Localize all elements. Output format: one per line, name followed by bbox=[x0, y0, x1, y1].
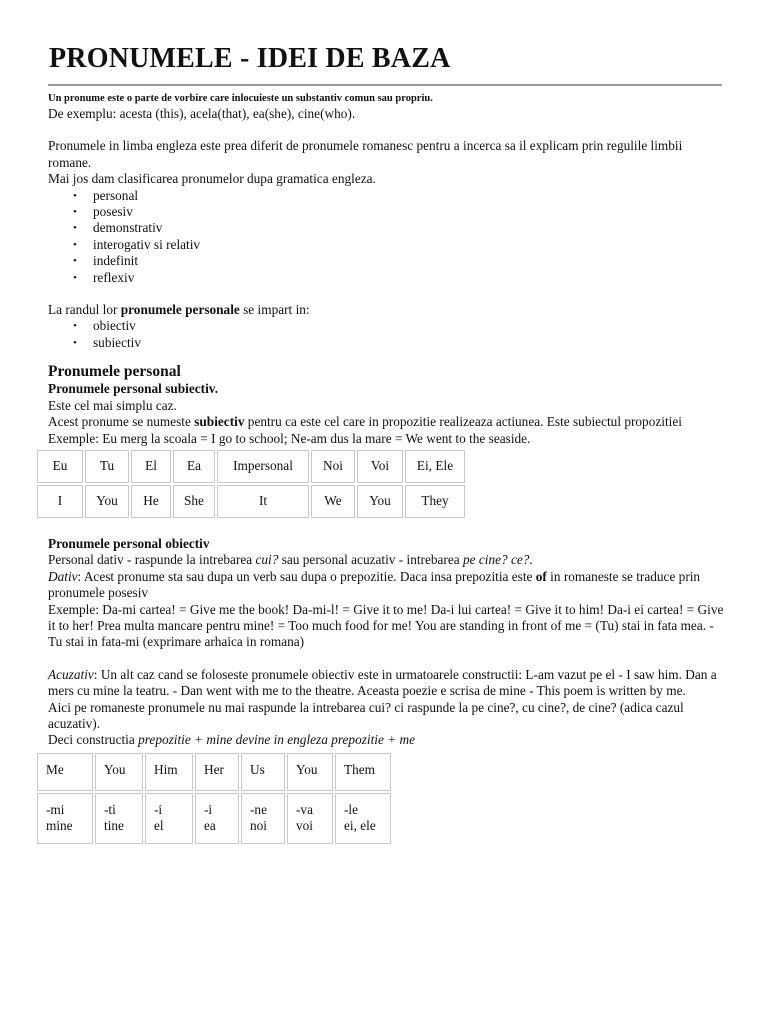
construction-line bbox=[48, 732, 724, 748]
cell-line: -va bbox=[296, 801, 313, 817]
object-pronoun-table bbox=[35, 751, 393, 846]
text-run: La randul lor bbox=[48, 302, 121, 318]
text-run: Acest pronume se numeste bbox=[48, 414, 195, 430]
table-cell: Noi bbox=[311, 450, 355, 483]
cell-line: -i bbox=[204, 801, 213, 817]
cell-line: mine bbox=[46, 818, 73, 834]
table-cell: Ea bbox=[173, 450, 215, 483]
italic-term: Dativ bbox=[48, 568, 78, 584]
table-cell: Us bbox=[241, 753, 285, 791]
subject-pronoun-table bbox=[35, 448, 467, 520]
table-row bbox=[37, 485, 465, 518]
table-cell: It bbox=[217, 485, 309, 518]
cell-line: -ne bbox=[250, 801, 267, 817]
table-cell: You bbox=[95, 753, 143, 791]
document-page bbox=[48, 40, 724, 846]
list-item: • indefinit bbox=[93, 253, 724, 269]
dativ-examples: Exemple: Da-mi cartea! = Give me the book! Da-mi-l! = Give it to me! Da-i lui cartea! = Give it to him! Da-i ei cartea! = Give it to her! Prea multa mancare pentru mine! = Too much food for me! You are standing in front of me = (Tu) stai in fata mea. - Tu stai in fata-mi (exprimare arhaica in romana) bbox=[48, 601, 724, 650]
table-cell: Voi bbox=[357, 450, 403, 483]
cell-line: -le bbox=[344, 801, 359, 817]
intro-example: De exemplu: acesta (this), acela(that), ea(she), cine(who). bbox=[48, 106, 356, 121]
list-item: • personal bbox=[93, 188, 724, 204]
dativ-paragraph bbox=[48, 569, 724, 602]
cell-line: el bbox=[154, 818, 164, 834]
text-run: : Un alt caz cand se foloseste pronumele obiectiv este in urmatoarele constructii: L-am vazut pe el - I saw him. Dan a mers cu mine la teatru. - Dan went with me to the theatre. Aceasta poezie e scrisa de mine - This poem is written by me. bbox=[48, 666, 717, 699]
table-cell bbox=[241, 793, 285, 844]
table-cell: Tu bbox=[85, 450, 129, 483]
table-cell: Them bbox=[335, 753, 391, 791]
table-row bbox=[37, 793, 391, 844]
table-cell: I bbox=[37, 485, 83, 518]
cell-line: ei, ele bbox=[344, 818, 376, 834]
cell-line: voi bbox=[296, 818, 313, 834]
spacer bbox=[48, 286, 724, 302]
table-cell: Me bbox=[37, 753, 93, 791]
subject-line-1: Este cel mai simplu caz. bbox=[48, 397, 177, 413]
table-cell: You bbox=[287, 753, 333, 791]
bold-term: of bbox=[535, 568, 547, 584]
table-cell: Impersonal bbox=[217, 450, 309, 483]
object-line-1 bbox=[48, 552, 724, 568]
title-divider bbox=[48, 84, 722, 86]
table-cell bbox=[95, 793, 143, 844]
cell-line: ea bbox=[204, 818, 216, 834]
text-run: pentru ca este cel care in propozitie realizeaza actiunea. Este subiectul propozitiei bbox=[244, 414, 682, 430]
table-row bbox=[37, 450, 465, 483]
italic-term: Acuzativ bbox=[48, 666, 94, 682]
table-cell: They bbox=[405, 485, 465, 518]
cell-line: -ti bbox=[104, 801, 116, 817]
subject-examples: Exemple: Eu merg la scoala = I go to school; Ne-am dus la mare = We went to the seaside. bbox=[48, 430, 531, 446]
list-item: • interogativ si relativ bbox=[93, 237, 724, 253]
table-cell: Eu bbox=[37, 450, 83, 483]
subsection-heading: Pronumele personal obiectiv bbox=[48, 535, 210, 551]
cell-line: -i bbox=[154, 801, 163, 817]
table-cell: He bbox=[131, 485, 171, 518]
table-cell: You bbox=[85, 485, 129, 518]
text-run: sau personal acuzativ - intrebarea bbox=[278, 552, 463, 568]
bold-term: pronumele personale bbox=[120, 302, 240, 318]
table-cell: We bbox=[311, 485, 355, 518]
bold-term: subiectiv bbox=[194, 414, 245, 430]
table-cell: She bbox=[173, 485, 215, 518]
acuzativ-line-2: Aici pe romaneste pronumele nu mai raspunde la intrebarea cui? ci raspunde la pe cine?, cu cine?, de cine? (adica cazul acuzativ). bbox=[48, 699, 684, 731]
table-cell: You bbox=[357, 485, 403, 518]
list-item: • subiectiv bbox=[93, 335, 724, 351]
page-title: PRONUMELE - IDEI DE BAZA bbox=[49, 43, 451, 74]
table-cell bbox=[37, 793, 93, 844]
subsection-heading: Pronumele personal subiectiv. bbox=[48, 381, 219, 397]
list-item: • reflexiv bbox=[93, 270, 724, 286]
text-run: se impart in: bbox=[239, 302, 310, 318]
text-run: : Acest pronume sta sau dupa un verb sau dupa o prepozitie. Daca insa prepozitia este bbox=[77, 568, 536, 584]
table-cell bbox=[287, 793, 333, 844]
classification-list bbox=[48, 188, 724, 286]
acuzativ-paragraph bbox=[48, 667, 724, 700]
italic-term: prepozitie + mine devine in engleza prepozitie + me bbox=[138, 732, 416, 748]
table-cell bbox=[145, 793, 193, 844]
personal-intro bbox=[48, 302, 724, 318]
italic-term: pe cine? ce?. bbox=[463, 552, 533, 568]
subject-line-2 bbox=[48, 414, 724, 430]
list-item: • posesiv bbox=[93, 204, 724, 220]
cell-line: -mi bbox=[46, 801, 65, 817]
table-cell bbox=[335, 793, 391, 844]
table-cell bbox=[195, 793, 239, 844]
section-heading: Pronumele personal bbox=[48, 363, 181, 381]
cell-line: noi bbox=[250, 818, 267, 834]
list-item: • obiectiv bbox=[93, 318, 724, 334]
spacer bbox=[48, 651, 724, 667]
table-row bbox=[37, 753, 391, 791]
cell-line: tine bbox=[104, 818, 124, 834]
list-item: • demonstrativ bbox=[93, 220, 724, 236]
paragraph-classification: Mai jos dam clasificarea pronumelor dupa gramatica engleza. bbox=[48, 171, 376, 187]
italic-term: cui? bbox=[255, 552, 279, 568]
intro-definition: Un pronume este o parte de vorbire care inlocuieste un substantiv comun sau propriu. bbox=[48, 93, 433, 104]
table-cell: El bbox=[131, 450, 171, 483]
text-run: Personal dativ - raspunde la intrebarea bbox=[48, 552, 256, 568]
paragraph-difference: Pronumele in limba engleza este prea diferit de pronumele romanesc pentru a incerca sa il explicam prin regulile limbii romane. bbox=[48, 138, 683, 170]
personal-types-list bbox=[48, 318, 724, 351]
spacer bbox=[48, 122, 724, 138]
text-run: Deci constructia bbox=[48, 732, 139, 748]
table-cell: Ei, Ele bbox=[405, 450, 465, 483]
text-run: in romaneste se traduce prin pronumele posesiv bbox=[48, 568, 701, 601]
table-cell: Him bbox=[145, 753, 193, 791]
table-cell: Her bbox=[195, 753, 239, 791]
